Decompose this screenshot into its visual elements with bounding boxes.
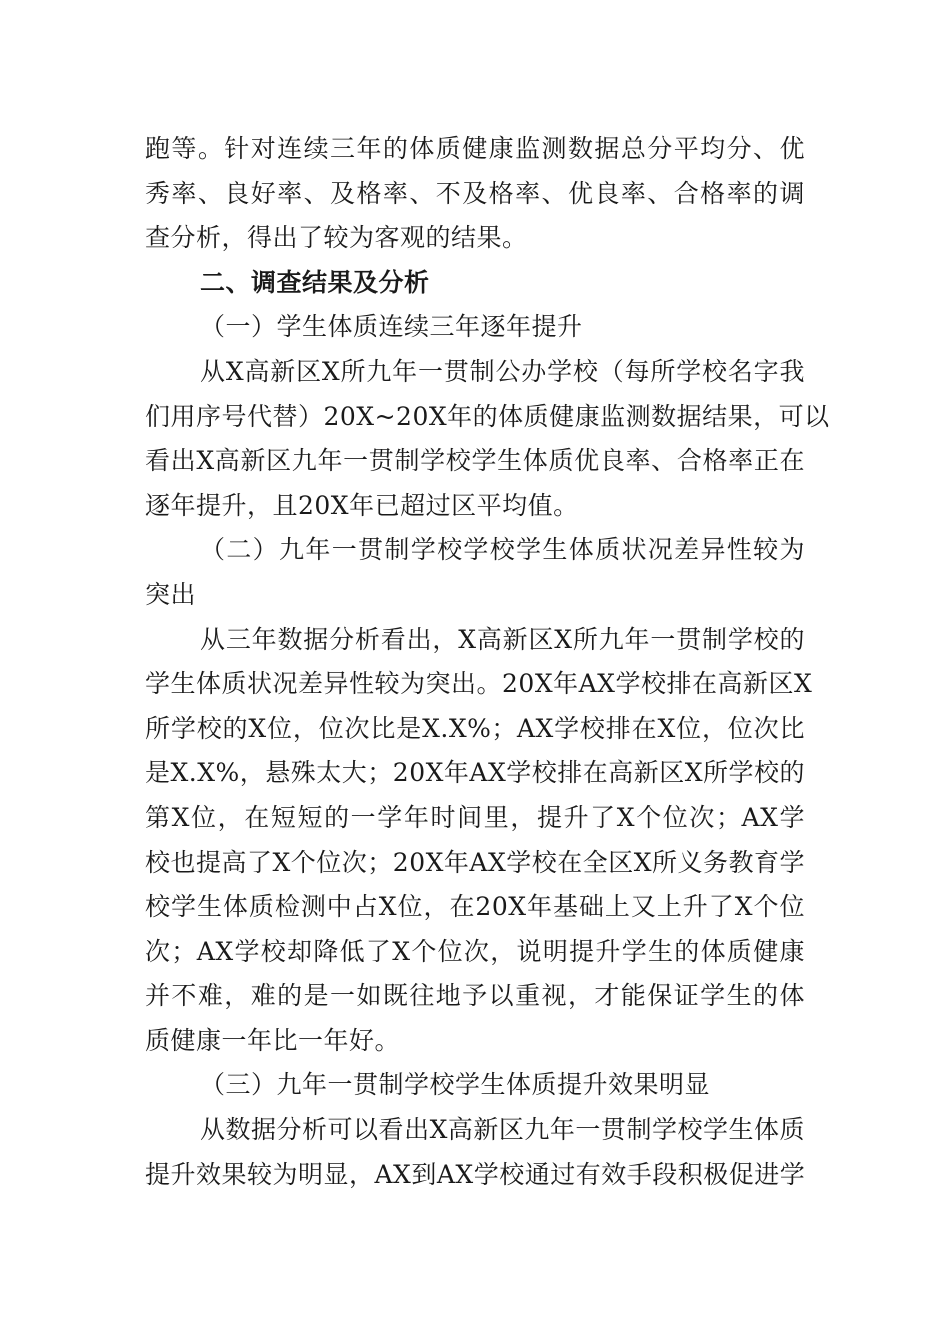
paragraph-line: 从三年数据分析看出，X高新区X所九年一贯制学校的 [200,624,805,654]
paragraph-line: 质健康一年比一年好。 [145,1025,401,1055]
subsection-heading: （三）九年一贯制学校学生体质提升效果明显 [200,1070,711,1100]
subsection-heading: （二）九年一贯制学校学校学生体质状况差异性较为 [200,535,805,565]
paragraph-line: 学生体质状况差异性较为突出。20X年AX学校排在高新区X [145,669,813,699]
paragraph-line: 从X高新区X所九年一贯制公办学校（每所学校名字我 [200,356,805,386]
paragraph-line: 逐年提升，且20X年已超过区平均值。 [145,490,579,520]
paragraph-line: 所学校的X位，位次比是X.X%；AX学校排在X位，位次比 [145,713,805,743]
subsection-heading: （一）学生体质连续三年逐年提升 [200,312,583,342]
paragraph-line: 看出X高新区九年一贯制学校学生体质优良率、合格率正在 [145,446,805,476]
paragraph-line: 提升效果较为明显，AX到AX学校通过有效手段积极促进学 [145,1159,806,1189]
document-page [145,127,830,1197]
paragraph-line: 是X.X%，悬殊太大；20X年AX学校排在高新区X所学校的 [145,758,806,788]
paragraph-line: 并不难，难的是一如既往地予以重视，才能保证学生的体 [145,981,805,1011]
paragraph-line: 次；AX学校却降低了X个位次，说明提升学生的体质健康 [145,936,805,966]
paragraph-line: 们用序号代替）20X~20X年的体质健康监测数据结果，可以 [145,401,830,431]
paragraph-line: 从数据分析可以看出X高新区九年一贯制学校学生体质 [200,1115,805,1145]
subsection-heading-continuation: 突出 [145,579,197,609]
paragraph-line: 第X位，在短短的一学年时间里，提升了X个位次；AX学 [145,802,805,832]
section-heading: 二、调查结果及分析 [200,267,430,297]
paragraph-line: 秀率、良好率、及格率、不及格率、优良率、合格率的调 [145,178,805,208]
paragraph-line: 跑等。针对连续三年的体质健康监测数据总分平均分、优 [145,134,805,163]
paragraph-line: 校也提高了X个位次；20X年AX学校在全区X所义务教育学 [145,847,806,877]
paragraph-line: 查分析，得出了较为客观的结果。 [145,223,528,253]
paragraph-line: 校学生体质检测中占X位，在20X年基础上又上升了X个位 [145,892,805,922]
